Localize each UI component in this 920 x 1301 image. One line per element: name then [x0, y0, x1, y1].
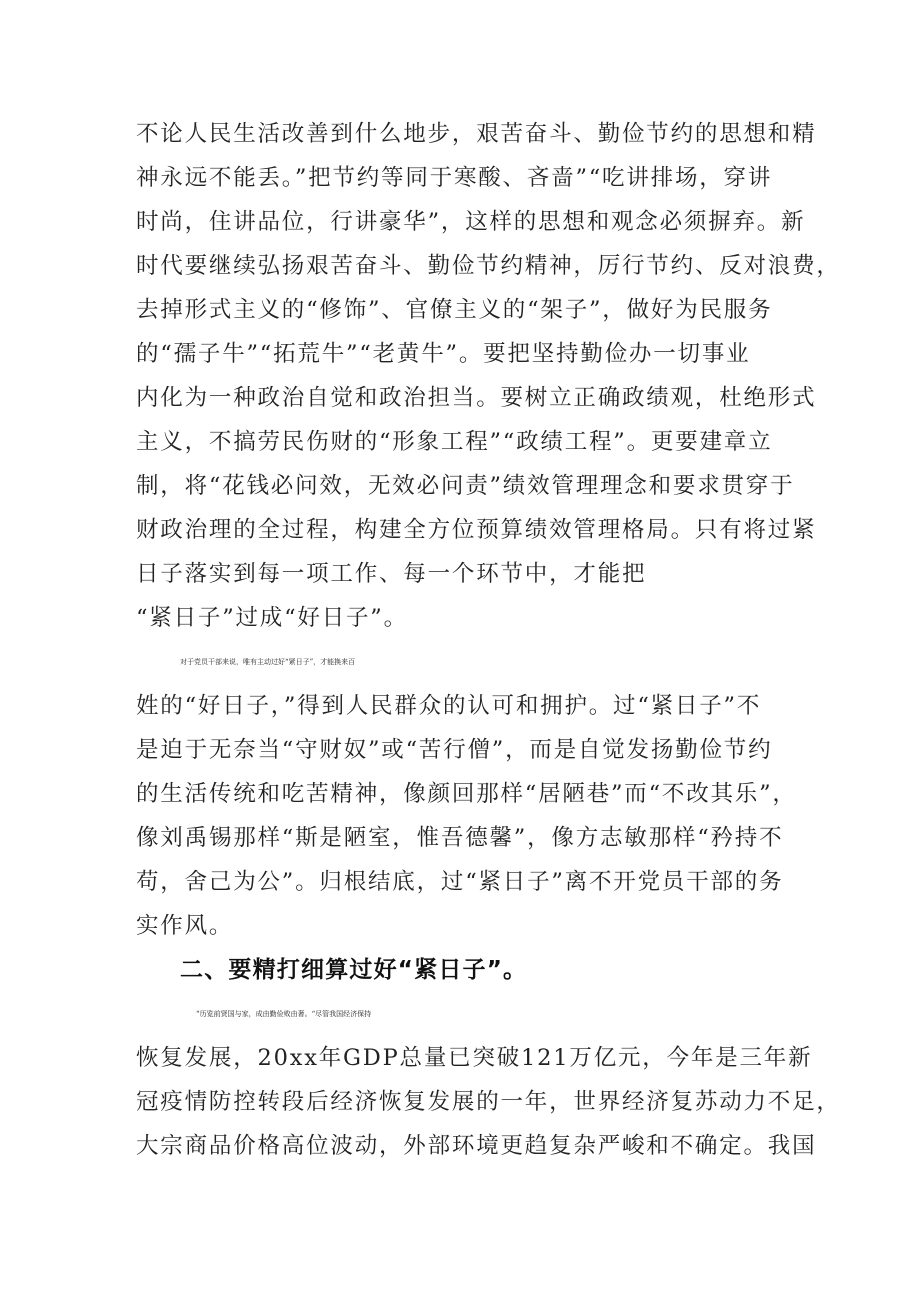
paragraph-first-line: “历览前贤国与家，成由勤俭败由奢。“尽管我国经济保持: [196, 1010, 372, 1018]
paragraph-line: 的生活传统和吃苦精神，像颜回那样“居陋巷”而“不改其乐”，: [136, 781, 797, 807]
paragraph-line: 去掉形式主义的“修饰”、官僚主义的“架子”，做好为民服务: [136, 297, 773, 323]
paragraph-line: 制，将“花钱必问效，无效必问责”绩效管理理念和要求贯穿于: [136, 473, 795, 499]
paragraph-line: 的“孺子牛”“拓荒牛”“老黄牛”。要把坚持勤俭办一切事业: [136, 341, 751, 367]
paragraph-line: 是迫于无奈当“守财奴”或“苦行僧”，而是自觉发扬勤俭节约: [136, 737, 773, 763]
paragraph-line: 日子落实到每一项工作、每一个环节中，才能把: [136, 561, 647, 587]
paragraph-line: 时代要继续弘扬艰苦奋斗、勤俭节约精神，厉行节约、反对浪费，: [136, 253, 841, 279]
paragraph-line: 像刘禹锡那样“斯是陋室，惟吾德馨”，像方志敏那样“矜持不: [136, 825, 784, 851]
paragraph-line: “紧日子”过成“好日子”。: [136, 605, 408, 631]
section-heading: 二、要精打细算过好“紧日子”。: [180, 957, 528, 983]
paragraph-line: 不论人民生活改善到什么地步，艰苦奋斗、勤俭节约的思想和精: [136, 121, 817, 147]
paragraph-line: 财政治理的全过程，构建全方位预算绩效管理格局。只有将过紧: [136, 517, 817, 543]
paragraph-line: 苟，舍己为公”。归根结底，过“紧日子”离不开党员干部的务: [136, 869, 784, 895]
paragraph-line: 姓的“好日子，”得到人民群众的认可和拥护。过“紧日子”不: [136, 693, 762, 719]
paragraph-line: 主义，不搞劳民伤财的“形象工程”“政绩工程”。更要建章立: [136, 429, 773, 455]
paragraph-line: 大宗商品价格高位波动，外部环境更趋复杂严峻和不确定。我国: [136, 1133, 817, 1159]
paragraph-line: 时尚，住讲品位，行讲豪华”，这样的思想和观念必须摒弃。新: [136, 209, 806, 235]
paragraph-line: 恢复发展，20xx年GDP总量已突破121万亿元，今年是三年新: [136, 1045, 813, 1071]
paragraph-line: 神永远不能丢。”把节约等同于寒酸、吝啬”“吃讲排场，穿讲: [136, 165, 773, 191]
paragraph-first-line: 对于党员干部来说，唯有主动过好“紧日子”，才能换来百: [180, 658, 356, 666]
paragraph-line: 内化为一种政治自觉和政治担当。要树立正确政绩观，杜绝形式: [136, 385, 817, 411]
paragraph-line: 冠疫情防控转段后经济恢复发展的一年，世界经济复苏动力不足，: [136, 1089, 841, 1115]
paragraph-line: 实作风。: [136, 913, 234, 939]
